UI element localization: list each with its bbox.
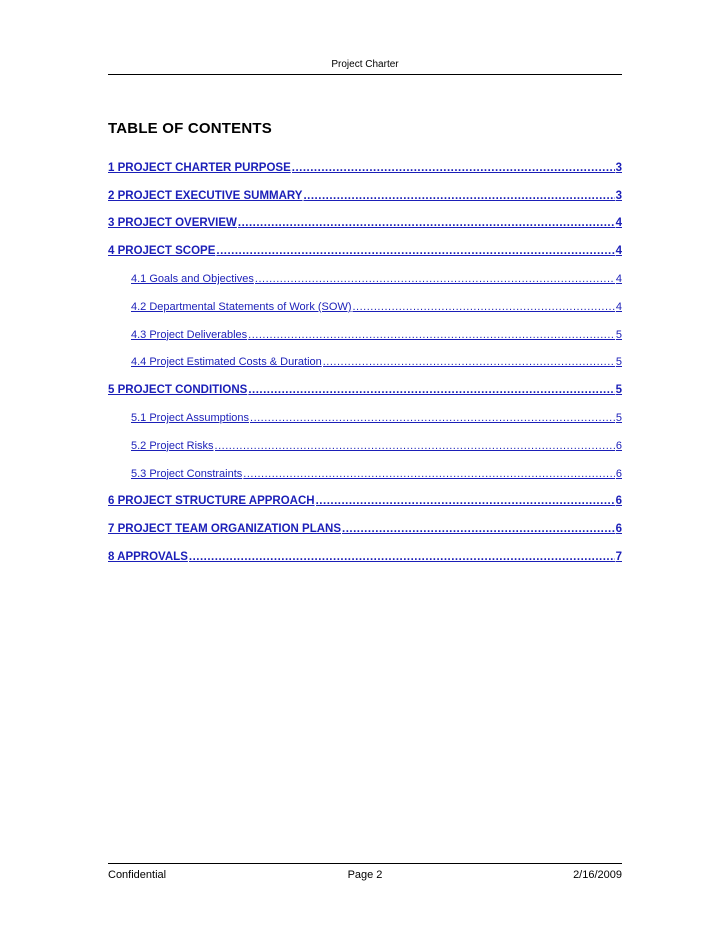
toc-page-number: 6: [615, 439, 622, 452]
toc-page-number: 5: [615, 384, 622, 397]
toc-link[interactable]: [108, 273, 622, 285]
toc-dot-leader: [248, 329, 615, 341]
toc-page-number: 6: [615, 495, 622, 508]
toc-entry-title: 5 PROJECT CONDITIONS: [108, 384, 248, 397]
toc-page-number: 6: [615, 523, 622, 536]
toc-page-number: 4: [615, 245, 622, 258]
toc-page-number: 4: [615, 273, 622, 286]
toc-entry[interactable]: [108, 154, 622, 182]
toc-link[interactable]: [108, 495, 622, 507]
toc-entry[interactable]: [108, 210, 622, 238]
toc-entry-title: 4.1 Goals and Objectives: [131, 273, 254, 286]
toc-link[interactable]: [108, 412, 622, 424]
toc-entry[interactable]: [108, 349, 622, 377]
toc-page-number: 5: [615, 412, 622, 425]
toc-entry[interactable]: [108, 321, 622, 349]
toc-entry[interactable]: [108, 237, 622, 265]
toc-dot-leader: [248, 384, 614, 396]
toc-entry-title: 1 PROJECT CHARTER PURPOSE: [108, 161, 291, 174]
toc-entry-title: 3 PROJECT OVERVIEW: [108, 217, 237, 230]
toc-entry[interactable]: [108, 265, 622, 293]
toc-dot-leader: [250, 412, 615, 424]
table-of-contents: [108, 154, 622, 571]
toc-link[interactable]: [108, 468, 622, 480]
page-header-title: Project Charter: [331, 59, 399, 70]
toc-dot-leader: [255, 273, 615, 285]
toc-entry-title: 8 APPROVALS: [108, 551, 188, 564]
toc-entry[interactable]: [108, 376, 622, 404]
toc-link[interactable]: [108, 356, 622, 368]
toc-page-number: 5: [615, 328, 622, 341]
toc-link[interactable]: [108, 245, 622, 257]
toc-entry-title: 5.3 Project Constraints: [131, 467, 243, 480]
toc-page-number: 7: [615, 551, 622, 564]
toc-page-number: 4: [615, 217, 622, 230]
toc-page-number: 5: [615, 356, 622, 369]
toc-dot-leader: [303, 190, 614, 202]
toc-dot-leader: [352, 301, 614, 313]
toc-entry[interactable]: [108, 432, 622, 460]
toc-link[interactable]: [108, 217, 622, 229]
toc-dot-leader: [342, 523, 615, 535]
toc-link[interactable]: [108, 523, 622, 535]
toc-entry-title: 4 PROJECT SCOPE: [108, 245, 216, 258]
toc-dot-leader: [243, 468, 615, 480]
toc-link[interactable]: [108, 301, 622, 313]
toc-entry-title: 4.4 Project Estimated Costs & Duration: [131, 356, 322, 369]
toc-entry-title: 5.1 Project Assumptions: [131, 412, 250, 425]
toc-dot-leader: [216, 245, 614, 257]
toc-page-number: 3: [615, 189, 622, 202]
toc-dot-leader: [215, 440, 615, 452]
toc-heading: TABLE OF CONTENTS: [108, 120, 272, 137]
toc-entry-title: 5.2 Project Risks: [131, 439, 214, 452]
toc-entry-title: 2 PROJECT EXECUTIVE SUMMARY: [108, 189, 303, 202]
toc-link[interactable]: [108, 440, 622, 452]
toc-link[interactable]: [108, 190, 622, 202]
toc-entry[interactable]: [108, 488, 622, 516]
toc-page-number: 4: [615, 300, 622, 313]
toc-dot-leader: [323, 356, 615, 368]
toc-entry[interactable]: [108, 404, 622, 432]
toc-link[interactable]: [108, 551, 622, 563]
toc-dot-leader: [189, 551, 615, 563]
toc-link[interactable]: [108, 329, 622, 341]
toc-entry-title: 6 PROJECT STRUCTURE APPROACH: [108, 495, 315, 508]
footer-confidential: Confidential: [108, 869, 167, 881]
toc-dot-leader: [238, 217, 615, 229]
footer-divider: [108, 863, 622, 864]
toc-page-number: 6: [615, 467, 622, 480]
footer-page-number: Page 2: [347, 869, 383, 881]
toc-entry[interactable]: [108, 460, 622, 488]
toc-dot-leader: [292, 162, 615, 174]
header-divider: [108, 74, 622, 75]
toc-entry-title: 7 PROJECT TEAM ORGANIZATION PLANS: [108, 523, 341, 536]
toc-page-number: 3: [615, 161, 622, 174]
footer-date: 2/16/2009: [573, 869, 622, 881]
toc-entry[interactable]: [108, 515, 622, 543]
toc-link[interactable]: [108, 384, 622, 396]
toc-entry-title: 4.2 Departmental Statements of Work (SOW): [131, 300, 352, 313]
toc-entry[interactable]: [108, 293, 622, 321]
toc-link[interactable]: [108, 162, 622, 174]
page-footer: [108, 869, 622, 881]
toc-entry[interactable]: [108, 182, 622, 210]
toc-dot-leader: [316, 495, 615, 507]
toc-entry-title: 4.3 Project Deliverables: [131, 328, 248, 341]
toc-entry[interactable]: [108, 543, 622, 571]
